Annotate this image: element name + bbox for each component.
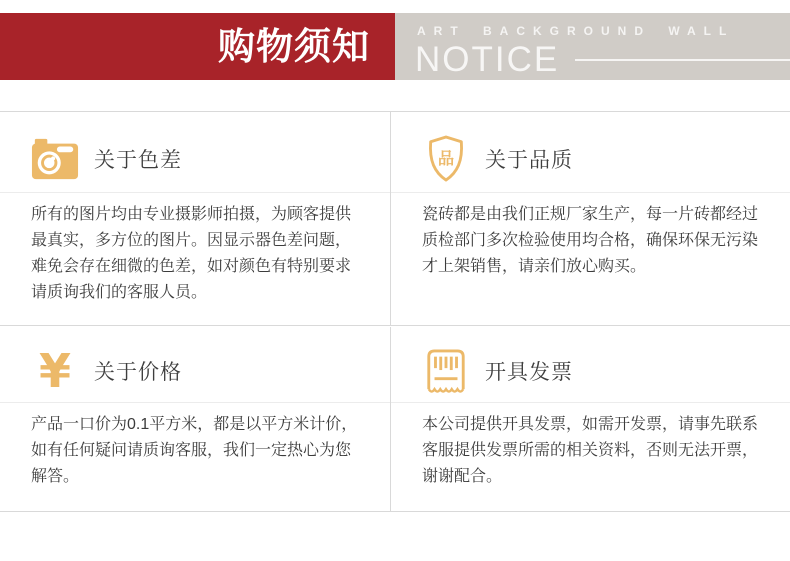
section-body-text: 所有的图片均由专业摄影师拍摄，为顾客提供最真实，多方位的图片。因显示器色差问题，难免会存在细微的色差，如对颜色有特别要求请质询我们的客服人员。 [31,206,352,301]
section-title: 关于色差 [94,149,182,172]
receipt-icon [422,346,470,396]
section-body-text: 瓷砖都是由我们正规厂家生产，每一片砖都经过质检部门多次检验使用均合格，确保环保无污染才上架销售，请亲们放心购买。 [422,206,759,275]
svg-text:品: 品 [437,149,455,168]
section-color-difference [0,112,391,326]
banner-notice-text: NOTICE [415,40,560,79]
section-invoice-header [391,327,790,403]
section-title: 关于品质 [485,149,573,172]
section-quality [391,112,790,326]
banner-red-block [0,13,395,80]
page-title: 购物须知 [218,26,370,67]
section-color-difference-header [0,112,390,193]
banner-subtitle-en: ART BACKGROUND WALL [417,24,735,38]
section-body-text: 产品一口价为0.1平方米，都是以平方米计价，如有任何疑问请质询客服，我们一定热心为您解答。 [31,415,358,485]
section-price-header [0,327,390,403]
section-price [0,327,391,511]
shield-icon [422,134,470,184]
yuan-icon: ¥ [38,344,71,398]
banner-decor-line [575,59,790,61]
section-body-text: 本公司提供开具发票，如需开发票，请事先联系客服提供发票所需的相关资料，否则无法开票，谢谢配合。 [422,415,759,485]
section-title: 开具发票 [485,361,573,384]
banner-notice-row [415,42,790,77]
section-quality-header [391,112,790,193]
section-title: 关于价格 [94,361,182,384]
banner-grey-block [395,13,790,80]
notice-grid [0,111,790,512]
header-banner [0,13,790,80]
camera-icon [31,134,79,184]
section-invoice [391,327,790,511]
